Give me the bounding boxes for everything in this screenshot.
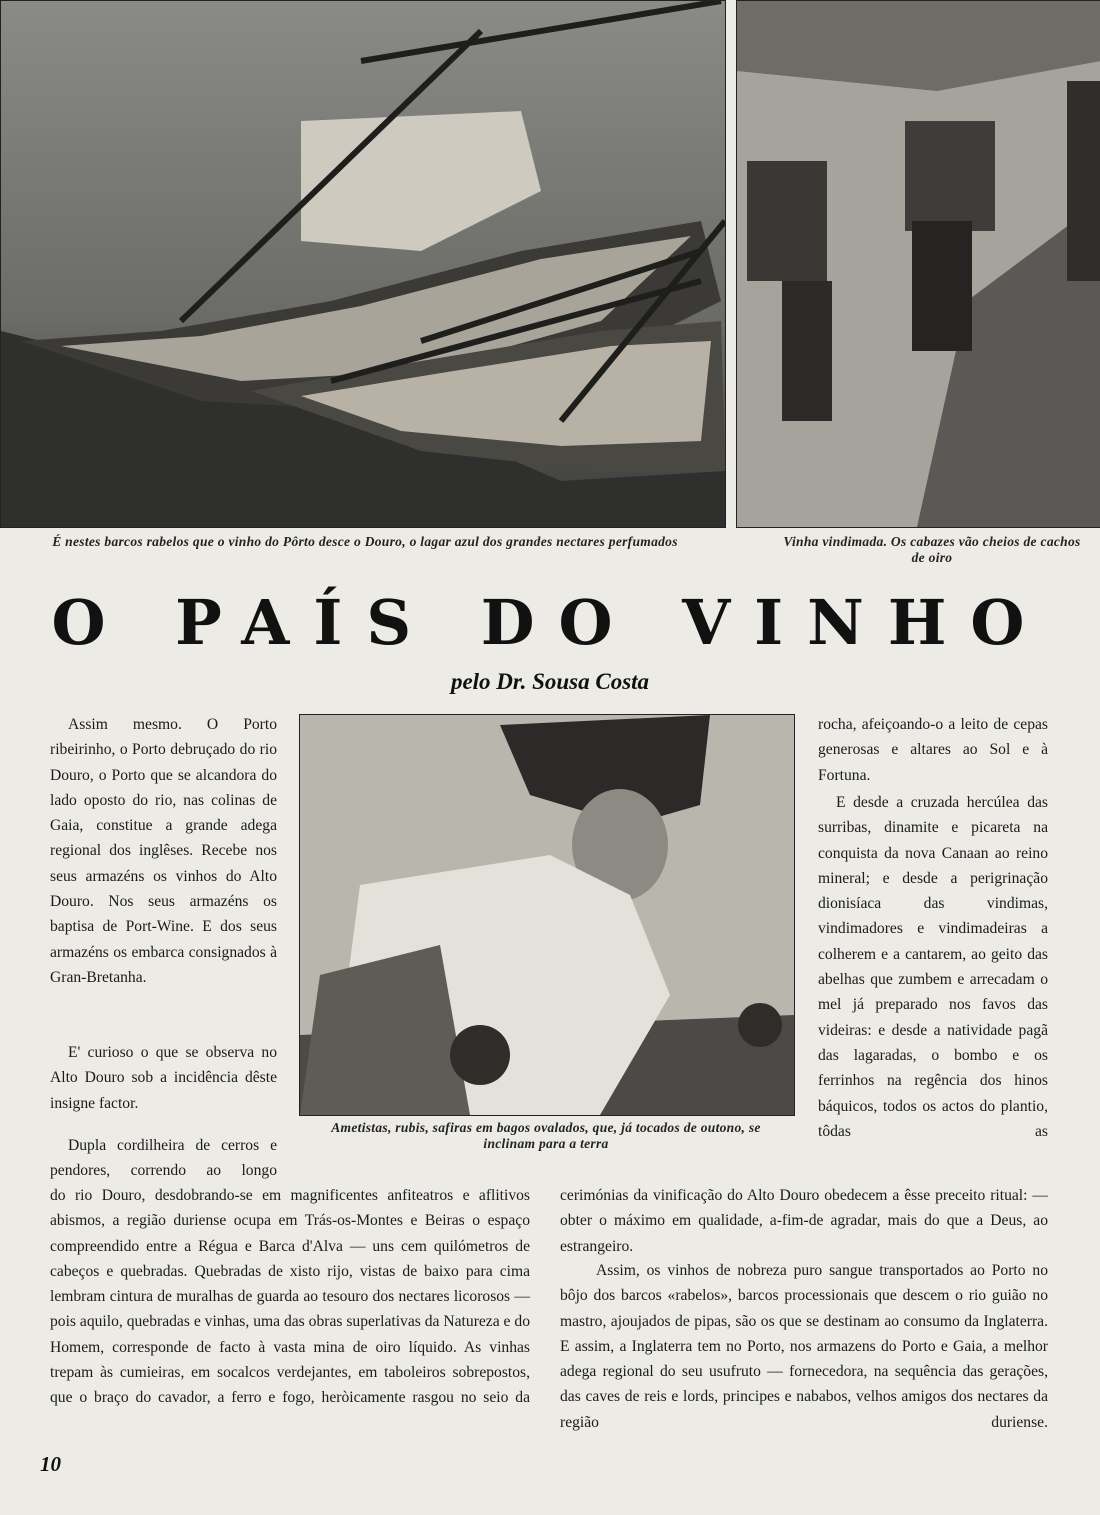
left-paragraph-3: Dupla cordilheira de cerros e pendores, correndo ao longo (50, 1137, 277, 1180)
byline: pelo Dr. Sousa Costa (450, 669, 650, 694)
page-number: 10 (40, 1452, 61, 1476)
right-paragraph-1: rocha, afeiçoando-o a leito de cepas generosas e altares ao Sol e à Fortuna. (818, 716, 1048, 784)
grape-picker-photo (299, 714, 795, 1116)
boats-photo (0, 0, 726, 528)
harvest-caption: Vinha vindimada. Os cabazes vão cheios de cachos de oiro (783, 534, 1081, 565)
left-paragraph-1: Assim mesmo. O Porto ribeirinho, o Porto debruçado do rio Douro, o Porto que se alcandora do lado oposto do rio, nas colinas de Gaia, constitue a grande adega regional dos inglêses. Recebe nos seus armazéns os vinhos do Alto Douro. Nos seus armazéns os baptisa de Port-Wine. E dos seus armazéns os embarca consignados à Gran-Bretanha. (50, 716, 277, 986)
boats-caption: É nestes barcos rabelos que o vinho do Pôrto desce o Douro, o lagar azul dos grandes nectares perfumados (52, 534, 678, 549)
article-title: O PAÍS DO VINHO (51, 586, 1049, 659)
right-paragraph-2: E desde a cruzada hercúlea das surribas, dinamite e picareta na conquista da nova Canaan ao reino mineral; e desde a perigrinação dionisíaca das vindimas, vindimadores e vindimadeiras a colherem e a cantarem, ao geito das abelhas que zumbem e arrecadam o mel já preparado nos favos das videiras: e desde a natividade pagã das lagaradas, o bombo e os ferrinhos na regência dos hinos báquicos, todos os actos do plantio, tôdas as (818, 794, 1048, 1140)
grape-picker-caption: Ametistas, rubis, safiras em bagos ovalados, que, já tocados de outono, se inclinam para a terra (331, 1120, 761, 1151)
bottom-right-paragraph-2: Assim, os vinhos de nobreza puro sangue transportados ao Porto no bôjo dos barcos «rabelos», barcos processionais que descem o rio guião no mastro, ajoujados de pipas, são os que se destinam ao consumo da Inglaterra. E assim, a Inglaterra tem no Porto, nos armazens do Porto e Gaia, a melhor adega regional do seu usufruto — fornecedora, na sequência das gerações, das caves de reis e lords, principes e nababos, velhos amigos dos nectares da região duriense. (560, 1262, 1048, 1431)
bottom-left-paragraph: do rio Douro, desdobrando-se em magnificentes anfiteatros e aflitivos abismos, a região duriense ocupa em Trás-os-Montes e Beiras o espaço compreendido entre a Régua e Barca d'Alva — uns cem quilómetros de cabeços e quebradas. Quebradas de xisto rijo, vistas de baixo para cima lembram cintura de muralhas de guarda ao tesouro dos nectares licorosos — pois aquilo, quebradas e vinhas, uma das obras superlativas da Natureza e do Homem, corresponde de facto à vasta mina de oiro líquido. As vinhas trepam às cumieiras, em socalcos verdejantes, em taboleiros sobrepostos, que o braço do cavador, a ferro e fogo, heròicamente rasgou no seio da (50, 1187, 530, 1407)
harvest-photo (736, 0, 1100, 528)
left-paragraph-2: E' curioso o que se observa no Alto Douro sob a incidência dêste insigne factor. (50, 1044, 277, 1112)
bottom-right-paragraph-1: cerimónias da vinificação do Alto Douro obedecem a êsse preceito ritual: — obter o máximo em qualidade, a-fim-de agradar, mais do que a Deus, ao estrangeiro. (560, 1187, 1048, 1255)
